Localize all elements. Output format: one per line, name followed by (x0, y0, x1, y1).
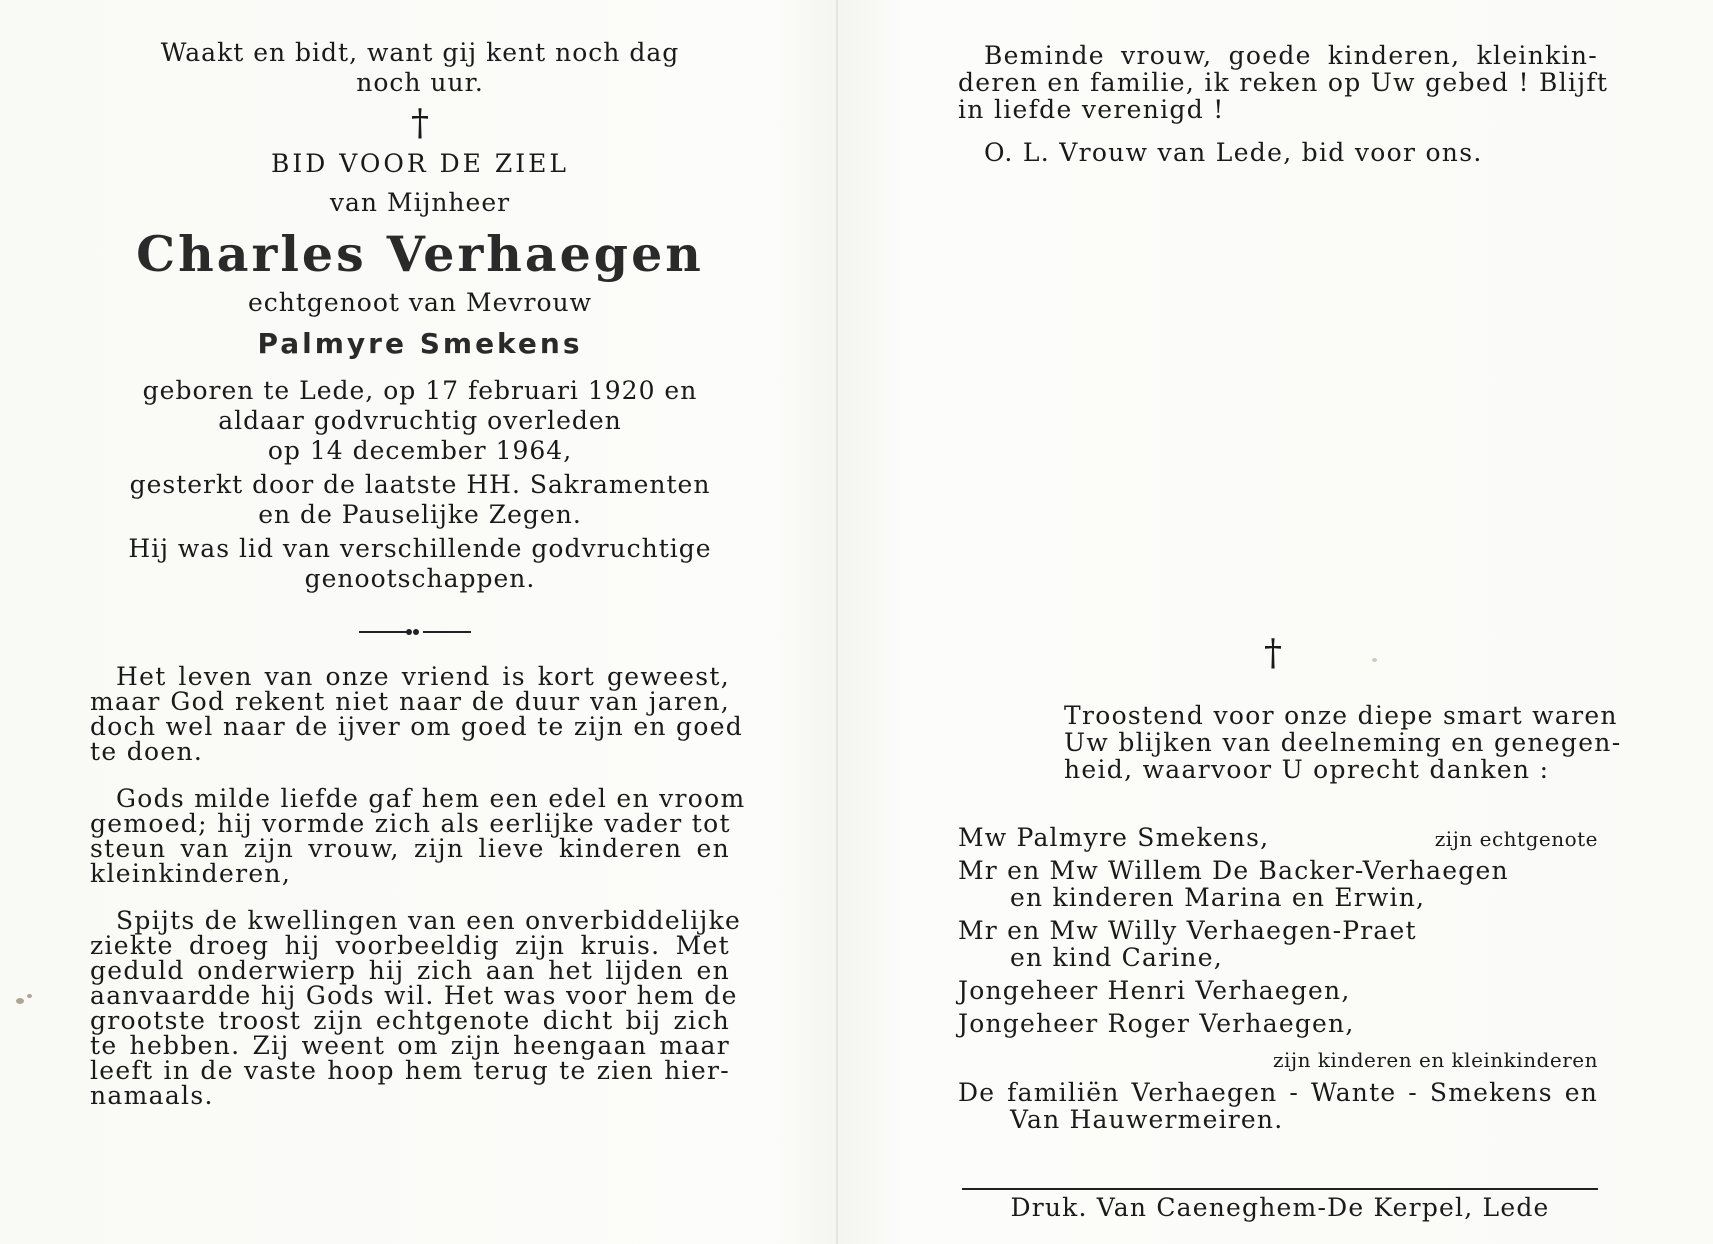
deceased-name: Charles Verhaegen (136, 225, 704, 283)
detail-line: aldaar godvruchtig overleden (218, 406, 622, 435)
text-line: in liefde verenigd ! (958, 95, 1225, 124)
family-member-name: De familiën Verhaegen - Wante - Smekens en (958, 1078, 1598, 1107)
text-line: Het leven van onze vriend is kort geweest, (116, 662, 730, 691)
text-line: Spijts de kwellingen van een onverbiddelijke (116, 906, 742, 935)
family-member (958, 977, 1598, 1004)
paper-stain (27, 994, 32, 998)
center-fold (836, 0, 838, 1244)
detail-line: genootschappen. (304, 564, 536, 593)
verse-line: noch uur. (356, 68, 484, 97)
bottom-rule (962, 1188, 1598, 1190)
text-line: heid, waarvoor U oprecht danken : (1064, 755, 1550, 784)
spouse-line: echtgenoot van Mevrouw (247, 288, 593, 317)
text-line: ziekte droeg hij voorbeeldig zijn kruis. Met (90, 931, 730, 960)
text-line: maar God rekent niet naar de duur van jaren, (90, 687, 730, 716)
text-line: doch wel naar de ijver om goed te zijn en goed (90, 712, 744, 741)
left-panel (90, 38, 746, 1130)
detail-line: gesterkt door de laatste HH. Sakramenten (129, 470, 711, 499)
opening-verse (110, 38, 730, 98)
text-line: Beminde vrouw, goede kinderen, kleinkin- (984, 41, 1598, 70)
family-member (958, 917, 1598, 971)
text-line: Uw blijken van deelneming en genegen- (1064, 728, 1622, 757)
text-line: aanvaardde hij Gods wil. Het was voor hem de (90, 981, 738, 1010)
family-member (958, 1079, 1598, 1133)
family-member-sub: Van Hauwermeiren. (1010, 1105, 1284, 1134)
family-member-name: Jongeheer Roger Verhaegen, (958, 1009, 1355, 1038)
detail-line: Hij was lid van verschillende godvruchtige (128, 534, 712, 563)
family-member-name: Jongeheer Henri Verhaegen, (958, 976, 1351, 1005)
cross-icon: † (411, 103, 429, 144)
prayer-heading: BID VOOR DE ZIEL (271, 149, 569, 178)
family-list (958, 818, 1598, 1133)
text-line: kleinkinderen, (90, 859, 292, 888)
paper-stain (16, 998, 24, 1004)
paragraph-2 (90, 784, 746, 888)
text-line: gemoed; hij vormde zich als eerlijke vader tot (90, 809, 731, 838)
detail-line: en de Pauselijke Zegen. (258, 500, 582, 529)
family-member (958, 824, 1598, 851)
text-line: te doen. (90, 737, 204, 766)
detail-line: op 14 december 1964, (267, 436, 573, 465)
paragraph-1 (90, 662, 744, 766)
title-line: van Mijnheer (329, 188, 511, 217)
printer-credit: Druk. Van Caeneghem-De Kerpel, Lede (1010, 1193, 1550, 1222)
spouse-name: Palmyre Smekens (257, 327, 583, 360)
divider-ornament (359, 628, 471, 636)
paper-stain (1372, 658, 1377, 662)
text-line: Troostend voor onze diepe smart waren (1064, 701, 1618, 730)
text-line: steun van zijn vrouw, zijn lieve kinderen en (90, 834, 730, 863)
cross-icon: † (1264, 633, 1282, 674)
text-line: leeft in de vaste hoop hem terug te zien hier- (90, 1056, 730, 1085)
family-member-name: Mw Palmyre Smekens, (958, 823, 1270, 852)
family-member-name: Mr en Mw Willy Verhaegen-Praet (958, 916, 1417, 945)
text-line: grootste troost zijn echtgenote dicht bij zich (90, 1006, 730, 1035)
text-line: namaals. (90, 1081, 214, 1110)
thanks-message (1064, 701, 1622, 784)
right-panel (958, 41, 1609, 167)
verse-line: Waakt en bidt, want gij kent noch dag (160, 38, 680, 67)
farewell-message (958, 41, 1609, 124)
family-member-sub: en kinderen Marina en Erwin, (1010, 883, 1426, 912)
text-line: deren en familie, ik reken op Uw gebed ! Blijft (958, 68, 1609, 97)
detail-line: geboren te Lede, op 17 februari 1920 en (142, 376, 698, 405)
paragraph-3 (90, 906, 742, 1110)
relation-label: zijn kinderen en kleinkinderen (1272, 1048, 1598, 1072)
life-details (110, 376, 730, 594)
invocation: O. L. Vrouw van Lede, bid voor ons. (984, 138, 1483, 167)
text-line: te hebben. Zij weent om zijn heengaan maar (90, 1031, 730, 1060)
relation-label: zijn echtgenote (1434, 827, 1598, 851)
text-line: geduld onderwierp hij zich aan het lijden en (90, 956, 730, 985)
family-member-name: Mr en Mw Willem De Backer-Verhaegen (958, 856, 1509, 885)
family-member (958, 857, 1598, 911)
family-member-sub: en kind Carine, (1010, 943, 1223, 972)
family-member (958, 1010, 1598, 1037)
text-line: Gods milde liefde gaf hem een edel en vroom (116, 784, 746, 813)
